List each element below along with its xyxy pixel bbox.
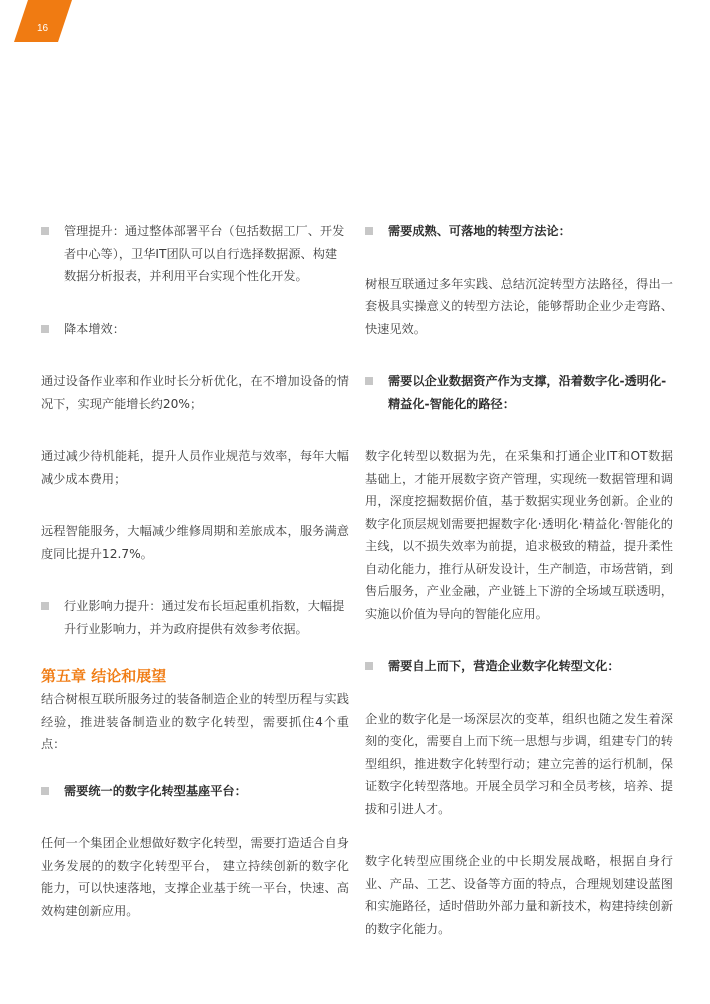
bullet-industry bbox=[41, 595, 349, 640]
heading-unified-platform bbox=[41, 780, 349, 803]
orange-corner-tab bbox=[0, 0, 72, 42]
square-bullet-icon bbox=[365, 377, 373, 385]
industry-text: 行业影响力提升：通过发布长垣起重机指数，大幅提升行业影响力，并为政府提供有效参考依据。 bbox=[64, 599, 345, 636]
square-bullet-icon bbox=[41, 325, 49, 333]
left-column bbox=[41, 220, 349, 922]
heading-text: 需要自上而下，营造企业数字化转型文化： bbox=[388, 659, 620, 673]
bullet-management bbox=[41, 220, 349, 288]
paragraph-remote-service: 远程智能服务，大幅减少维修周期和差旅成本，服务满意度同比提升12.7%。 bbox=[41, 524, 349, 561]
square-bullet-icon bbox=[41, 787, 49, 795]
page-number: 16 bbox=[37, 23, 49, 34]
management-text: 管理提升：通过整体部署平台（包括数据工厂、开发者中心等），卫华IT团队可以自行选择数据源、构建数据分析报表，并利用平台实现个性化开发。 bbox=[64, 224, 345, 283]
square-bullet-icon bbox=[41, 227, 49, 235]
bullet-cost bbox=[41, 318, 349, 341]
heading-data-assets bbox=[365, 370, 673, 415]
heading-text: 需要以企业数据资产作为支撑，沿着数字化-透明化-精益化-智能化的路径： bbox=[388, 374, 667, 411]
heading-methodology bbox=[365, 220, 673, 243]
heading-text: 需要统一的数字化转型基座平台： bbox=[64, 783, 247, 798]
cost-text: 降本增效： bbox=[64, 321, 125, 336]
right-column bbox=[365, 220, 673, 940]
paragraph-capacity: 通过设备作业率和作业时长分析优化，在不增加设备的情况下，实现产能增长约20%； bbox=[41, 374, 349, 411]
paragraph-strategy: 数字化转型应围绕企业的中长期发展战略，根据自身行业、产品、工艺、设备等方面的特点，合理规划建设蓝图和实施路径，适时借助外部力量和新技术，构建持续创新的数字化能力。 bbox=[365, 854, 673, 936]
paragraph-energy: 通过减少待机能耗，提升人员作业规范与效率，每年大幅减少成本费用； bbox=[41, 449, 349, 486]
paragraph-methodology: 树根互联通过多年实践、总结沉淀转型方法路径，得出一套极具实操意义的转型方法论，能够帮助企业少走弯路、快速见效。 bbox=[365, 276, 673, 336]
heading-culture bbox=[365, 655, 673, 678]
square-bullet-icon bbox=[365, 662, 373, 670]
paragraph-data-first: 数字化转型以数据为先，在采集和打通企业IT和OT数据基础上，才能开展数字资产管理，实现统一数据管理和调用，深度挖掘数据价值，基于数据实现业务创新。企业的数字化顶层规划需要把握数字化·透明化·精益化·智能化的主线，以不损失效率为前提，追求极致的精益，提升柔性自动化能力，推行从研发设计，生产制造，市场营销，到售后服务，产业金融，产业链上下游的全场域互联透明，实施以价值为导向的智能化应用。 bbox=[365, 449, 673, 621]
chapter-intro: 结合树根互联所服务过的装备制造企业的转型历程与实践经验，推进装备制造业的数字化转型，需要抓住4个重点： bbox=[41, 692, 349, 751]
chapter-title: 第五章 结论和展望 bbox=[41, 667, 167, 685]
square-bullet-icon bbox=[41, 602, 49, 610]
paragraph-transformation: 企业的数字化是一场深层次的变革，组织也随之发生着深刻的变化，需要自上而下统一思想与步调，组建专门的转型组织，推进数字化转型行动；建立完善的运行机制，保证数字化转型落地。开展全员学习和全员考核，培养、提拔和引进人才。 bbox=[365, 711, 673, 816]
square-bullet-icon bbox=[365, 227, 373, 235]
heading-text: 需要成熟、可落地的转型方法论： bbox=[388, 224, 571, 238]
paragraph-platform: 任何一个集团企业想做好数字化转型，需要打造适合自身业务发展的的数字化转型平台， 建立持续创新的数字化能力，可以快速落地，支撑企业基于统一平台，快速、高效构建创新应用。 bbox=[41, 836, 349, 918]
